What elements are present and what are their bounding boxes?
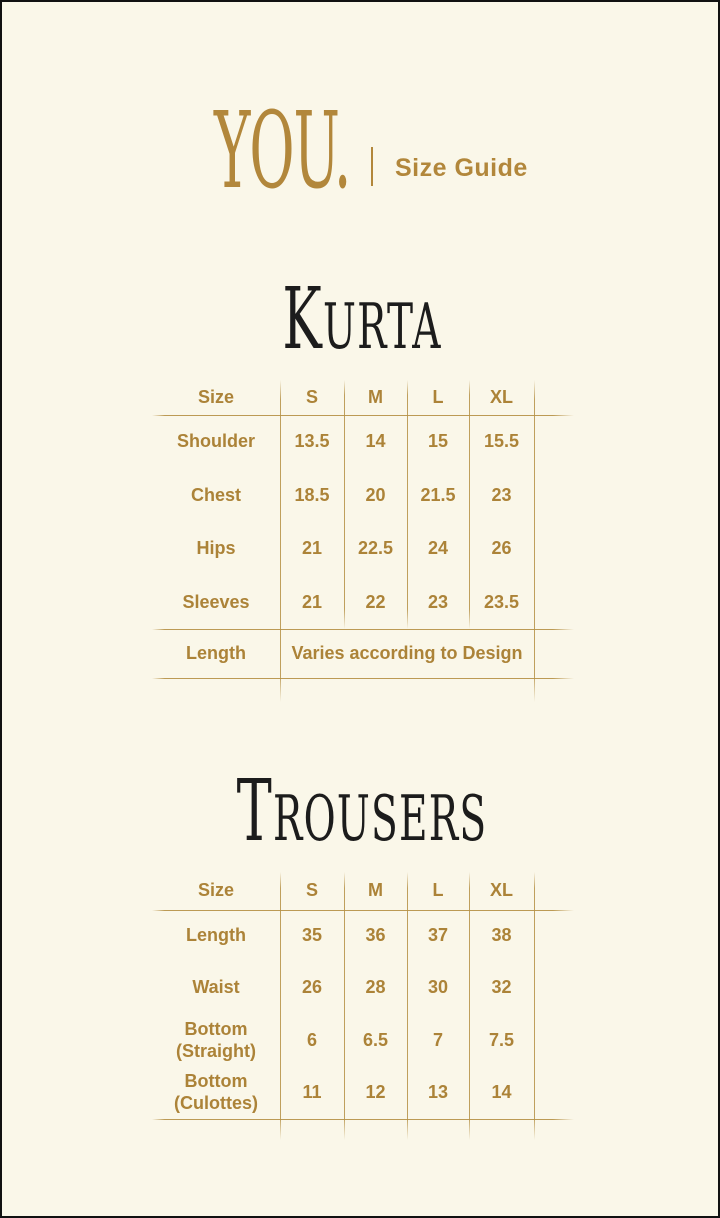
kurta-table-vline: [534, 380, 535, 702]
trousers-col-header-xl: XL: [489, 880, 513, 901]
size-value: 13.5: [294, 431, 330, 452]
kurta-size-table: [152, 380, 574, 702]
logo-divider: [371, 147, 373, 186]
size-value: 12: [365, 1082, 386, 1103]
size-value: 22: [365, 591, 386, 612]
trousers-col-header-s: S: [305, 880, 318, 901]
length-note: Varies according to Design: [291, 642, 523, 663]
size-value: 11: [302, 1082, 322, 1103]
size-value: 7: [432, 1029, 443, 1050]
brand-logo: YOU.: [214, 89, 351, 212]
row-label: Chest: [190, 484, 241, 505]
kurta-heading: KURTA: [282, 270, 442, 369]
kurta-row-hips: [152, 522, 534, 576]
size-value: 24: [427, 538, 449, 559]
kurta-table-header-row: [152, 380, 534, 415]
trousers-heading: TROUSERS: [236, 762, 488, 861]
size-value: 21: [301, 538, 323, 559]
size-value: 18.5: [294, 484, 330, 505]
row-label: Bottom (Culottes): [174, 1071, 258, 1113]
size-value: 15.5: [483, 431, 520, 452]
row-label: Length: [186, 642, 246, 663]
size-value: 6: [306, 1029, 317, 1050]
size-value: 26: [301, 977, 323, 998]
kurta-col-header-size: Size: [197, 386, 235, 407]
kurta-col-header-l: L: [432, 386, 444, 407]
size-value: 36: [365, 925, 386, 946]
size-value: 38: [491, 925, 512, 946]
size-value: 6.5: [362, 1029, 389, 1050]
trousers-col-header-l: L: [432, 880, 444, 901]
trousers-row-bottom-straight: [152, 1014, 534, 1067]
kurta-row-sleeves: [152, 576, 534, 629]
trousers-col-header-size: Size: [197, 880, 235, 901]
row-label: Hips: [196, 538, 236, 559]
size-value: 13: [427, 1082, 449, 1103]
size-value: 22.5: [357, 538, 394, 559]
page-title: Size Guide: [395, 154, 528, 182]
row-label: Sleeves: [182, 591, 250, 612]
size-value: 37: [427, 925, 449, 946]
size-value: 23: [427, 591, 449, 612]
kurta-table-hline: [152, 678, 574, 679]
size-value: 21: [301, 591, 323, 612]
trousers-size-table: [152, 872, 574, 1140]
size-value: 35: [301, 925, 323, 946]
size-value: 32: [491, 977, 512, 998]
trousers-row-bottom-culottes: [152, 1067, 534, 1119]
trousers-table-vline: [534, 872, 535, 1140]
trousers-row-length: [152, 910, 534, 962]
size-value: 23.5: [483, 591, 520, 612]
kurta-row-chest: [152, 469, 534, 522]
size-value: 20: [365, 484, 386, 505]
row-label: Bottom (Straight): [176, 1018, 256, 1061]
kurta-col-header-xl: XL: [489, 386, 513, 407]
row-label: Length: [186, 925, 246, 946]
size-value: 23: [491, 484, 512, 505]
trousers-row-waist: [152, 962, 534, 1014]
size-value: 14: [491, 1082, 512, 1103]
kurta-col-header-m: M: [368, 386, 383, 407]
size-value: 28: [365, 977, 386, 998]
size-value: 30: [427, 977, 449, 998]
size-value: 7.5: [488, 1029, 515, 1050]
size-value: 14: [365, 431, 386, 452]
size-value: 15: [427, 431, 449, 452]
size-value: 21.5: [420, 484, 456, 505]
trousers-col-header-m: M: [368, 880, 383, 901]
row-label: Shoulder: [176, 431, 255, 452]
trousers-table-hline: [152, 1119, 574, 1120]
kurta-row-shoulder: [152, 415, 534, 469]
size-value: 26: [491, 538, 512, 559]
row-label: Waist: [192, 977, 240, 998]
trousers-table-header-row: [152, 872, 534, 910]
kurta-row-length: [152, 629, 534, 678]
kurta-col-header-s: S: [305, 386, 318, 407]
